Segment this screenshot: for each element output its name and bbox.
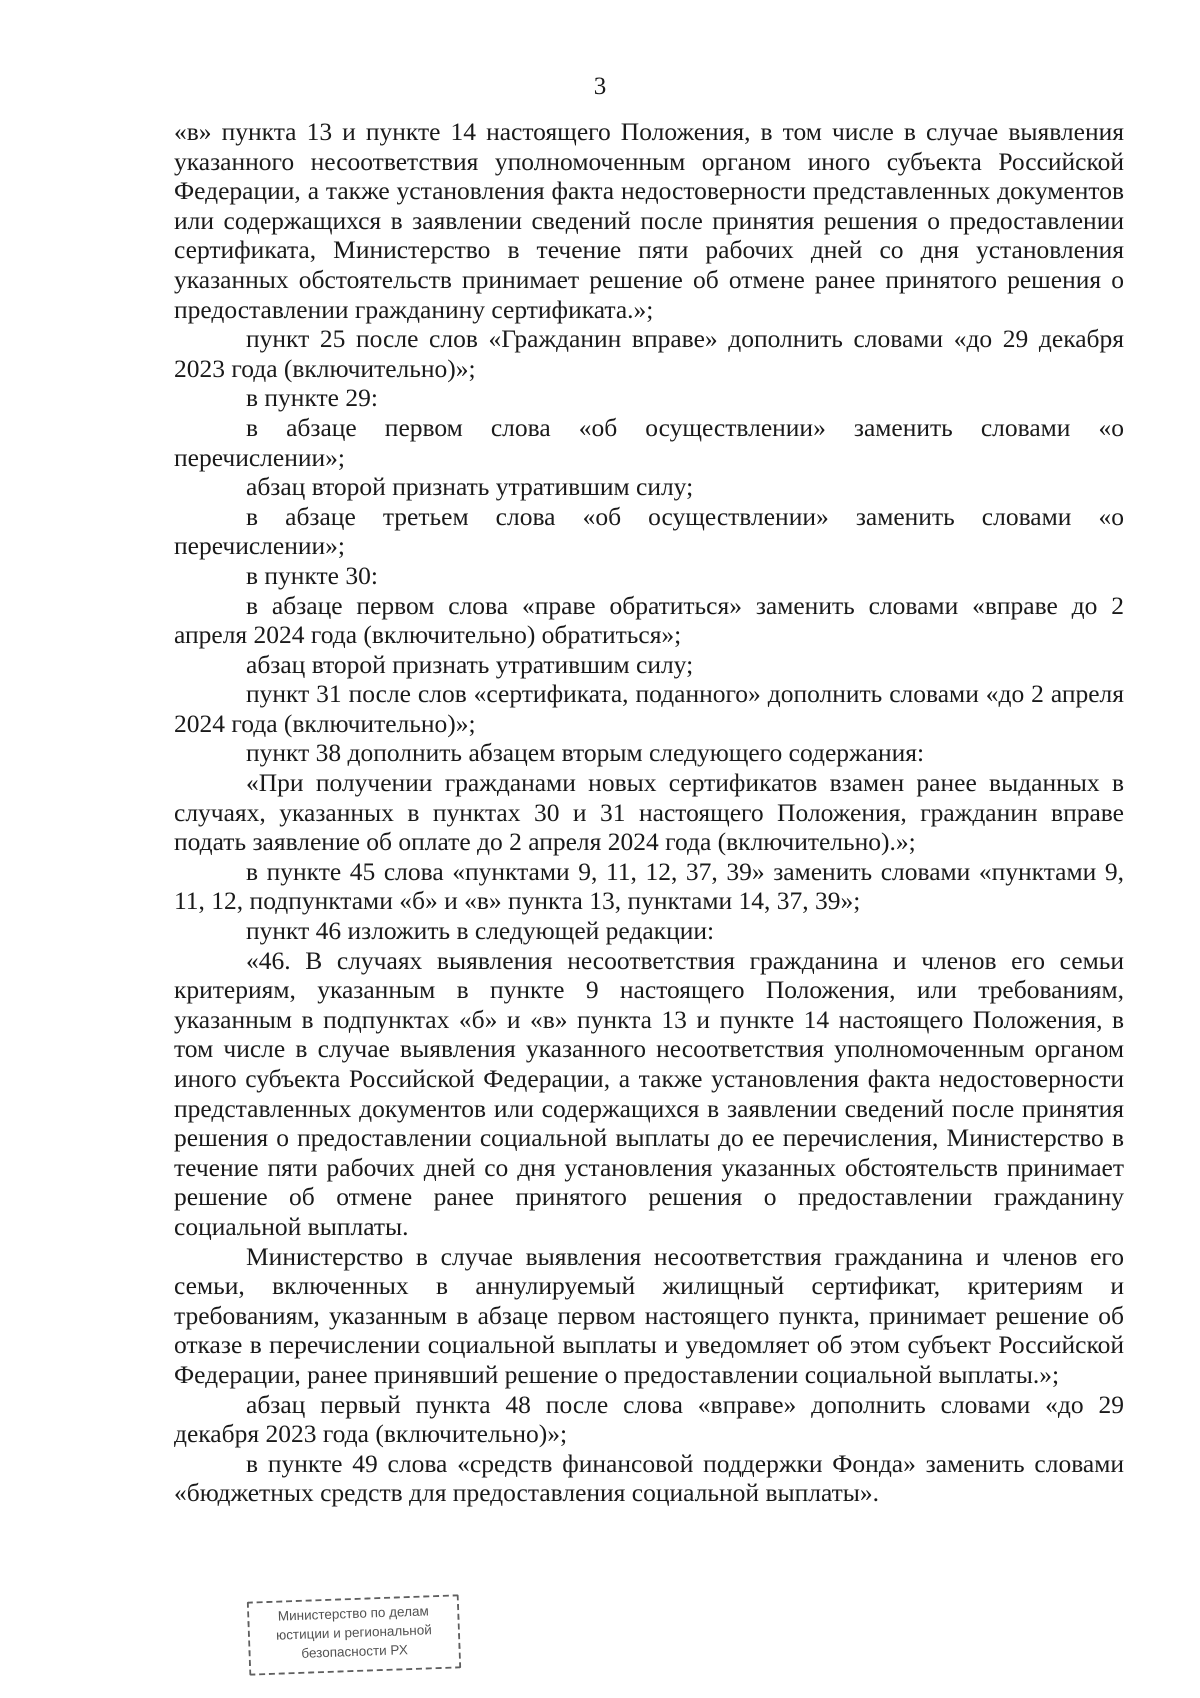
paragraph: пункт 46 изложить в следующей редакции:	[246, 916, 715, 946]
paragraph: в абзаце первом слова «об осуществлении» заменить словами «о перечислении»;	[174, 412, 1124, 472]
stamp-line: безопасности РХ	[301, 1642, 409, 1661]
paragraph: «При получении гражданами новых сертификатов взамен ранее выданных в случаях, указанных в пунктах 30 и 31 настоящего Положения, гражданин вправе подать заявление об оплате до 2 апреля 2024 года (включительно).»;	[174, 768, 1124, 857]
paragraph: «46. В случаях выявления несоответствия гражданина и членов его семьи критериям, указанным в пункте 9 настоящего Положения, или требованиям, указанным в подпунктах «б» и «в» пункта 13 и пункте 14 настоящего Положения, в том числе в случае выявления указанного несоответствия уполномоченным органом иного субъекта Российской Федерации, а также установления факта недостоверности представленных документов или содержащихся в заявлении сведений после принятия решения о предоставлении социальной выплаты до ее перечисления, Министерство в течение пяти рабочих дней со дня установления указанных обстоятельств принимает решение об отмене ранее принятого решения о предоставлении гражданину социальной выплаты.	[174, 945, 1124, 1241]
ministry-stamp	[247, 1594, 461, 1675]
stamp-line: юстиции и региональной	[275, 1622, 433, 1643]
paragraph: абзац второй признать утратившим силу;	[246, 649, 694, 679]
paragraph: в пункте 30:	[246, 560, 378, 590]
paragraph: пункт 31 после слов «сертификата, поданного» дополнить словами «до 2 апреля 2024 года (включительно)»;	[174, 679, 1124, 738]
page-number: 3	[593, 73, 607, 100]
paragraph: Министерство в случае выявления несоответствия гражданина и членов его семьи, включенных в аннулируемый жилищный сертификат, критериям и требованиям, указанным в абзаце первом настоящего пункта, принимает решение об отказе в перечислении социальной выплаты и уведомляет об этом субъект Российской Федерации, ранее принявший решение о предоставлении социальной выплаты.»;	[174, 1241, 1124, 1389]
paragraph: «в» пункта 13 и пункте 14 настоящего Положения, в том числе в случае выявления указанного несоответствия уполномоченным органом иного субъекта Российской Федерации, а также установления факта недостоверности представленных документов или содержащихся в заявлении сведений после принятия решения о предоставлении сертификата, Министерство в течение пяти рабочих дней со дня установления указанных обстоятельств принимает решение об отмене ранее принятого решения о предоставлении гражданину сертификата.»;	[174, 117, 1124, 324]
paragraph: пункт 38 дополнить абзацем вторым следующего содержания:	[246, 738, 925, 768]
paragraph: абзац первый пункта 48 после слова «вправе» дополнить словами «до 29 декабря 2023 года (включительно)»;	[174, 1389, 1124, 1449]
paragraph: в пункте 45 слова «пунктами 9, 11, 12, 37, 39» заменить словами «пунктами 9, 11, 12, подпунктами «б» и «в» пункта 13, пунктами 14, 37, 39»;	[174, 856, 1124, 916]
paragraph: в абзаце третьем слова «об осуществлении» заменить словами «о перечислении»;	[174, 501, 1124, 561]
paragraph: абзац второй признать утратившим силу;	[246, 472, 694, 502]
document-body	[174, 117, 1124, 1508]
paragraph: в абзаце первом слова «праве обратиться» заменить словами «вправе до 2 апреля 2024 года (включительно) обратиться»;	[174, 590, 1124, 650]
paragraph: пункт 25 после слов «Гражданин вправе» дополнить словами «до 29 декабря 2023 года (включительно)»;	[174, 324, 1124, 383]
paragraph: в пункте 49 слова «средств финансовой поддержки Фонда» заменить словами «бюджетных средств для предоставления социальной выплаты».	[174, 1448, 1124, 1508]
paragraph: в пункте 29:	[246, 383, 378, 413]
stamp-line: Министерство по делам	[277, 1603, 429, 1624]
